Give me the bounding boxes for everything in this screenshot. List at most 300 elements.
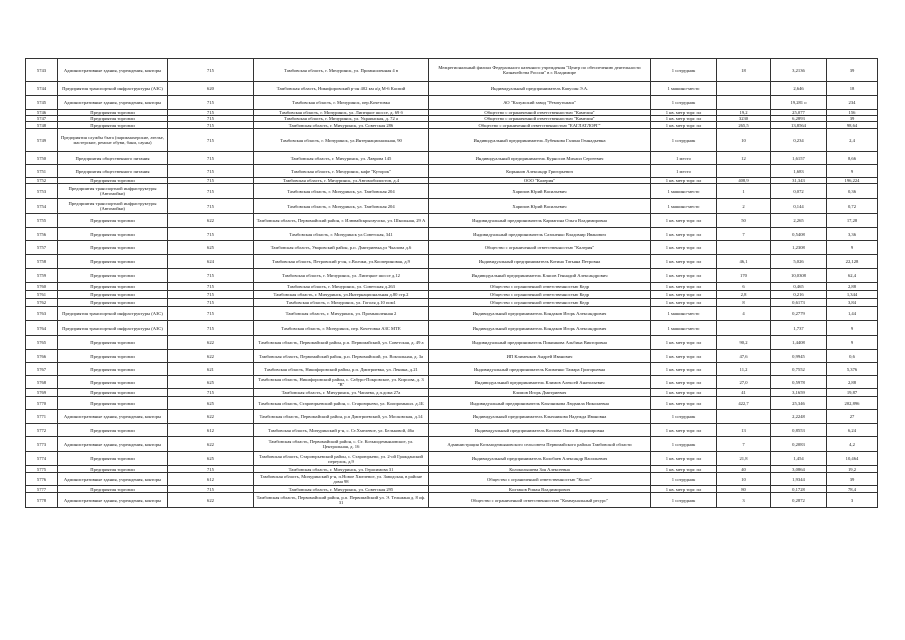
record-number-cell: 5755	[26, 214, 58, 228]
code-cell: 715	[168, 165, 254, 178]
record-number-cell: 5744	[26, 82, 58, 96]
value-b-cell: 1,44	[827, 307, 878, 321]
object-type-cell: Административные здания, учреждения, конторы	[58, 473, 168, 486]
address-cell: Тамбовская область, Петровский р-он, с.Волчки, ул.Коопериновая, д.9	[254, 255, 429, 269]
record-number-cell: 5766	[26, 350, 58, 363]
record-number-cell: 5758	[26, 255, 58, 269]
object-type-cell: Предприятия торговли	[58, 389, 168, 397]
organization-cell: Общество с ограниченной ответственностью "Калерия"	[429, 241, 651, 255]
table-row	[26, 397, 878, 410]
value-a-cell: 19,281 о	[771, 96, 827, 110]
address-cell: Тамбовская область, Первомайский район, р.п Дмитриевский, ул. Московская, д.14	[254, 410, 429, 424]
object-type-cell: Предприятия торговли	[58, 376, 168, 389]
value-a-cell: 1,737	[771, 321, 827, 336]
value-b-cell: 4,2	[827, 437, 878, 452]
organization-cell: Индивидуальный предприниматель Сазоненко Владимир Иванович	[429, 228, 651, 241]
table-row	[26, 437, 878, 452]
registry-table-body	[26, 59, 878, 508]
value-b-cell: 98,64	[827, 122, 878, 129]
value-a-cell: 0,2083	[771, 437, 827, 452]
unit-cell: 1 машино-место	[651, 82, 717, 96]
table-row	[26, 376, 878, 389]
value-a-cell: 2,2248	[771, 410, 827, 424]
unit-cell: 1 машино-место	[651, 184, 717, 199]
quantity-cell	[717, 82, 771, 96]
value-a-cell: 0,5978	[771, 376, 827, 389]
organization-cell: Колоколышева Зоя Алексеевна	[429, 466, 651, 473]
organization-cell: Индивидуальный предприниматель Котина Татьяна Петровна	[429, 255, 651, 269]
object-type-cell: Предприятия торговли	[58, 178, 168, 184]
table-row	[26, 452, 878, 466]
table-row	[26, 321, 878, 336]
table-row	[26, 473, 878, 486]
record-number-cell: 5765	[26, 336, 58, 350]
value-a-cell: 1,6157	[771, 152, 827, 165]
object-type-cell: Административные здания, учреждения, конторы	[58, 410, 168, 424]
table-row	[26, 228, 878, 241]
organization-cell: Администрация Козьмодемьяновского сельсовета Первомайского района Тамбовской области	[429, 437, 651, 452]
organization-cell: Индивидуальный предприниматель Клычникова Надежда Ивановна	[429, 410, 651, 424]
record-number-cell: 5771	[26, 410, 58, 424]
object-type-cell: Предприятия торговли	[58, 424, 168, 437]
value-a-cell: 3,0864	[771, 466, 827, 473]
value-b-cell: 18	[827, 82, 878, 96]
address-cell: Тамбовская область, Староюрьевский район, с. Староюрьево, ул. 2-ой Гражданский переулок, д.9	[254, 452, 429, 466]
code-cell: 715	[168, 283, 254, 291]
code-cell: 625	[168, 452, 254, 466]
value-a-cell: 0,6173	[771, 299, 827, 307]
unit-cell: 1 кв. метр торг. пл	[651, 269, 717, 283]
unit-cell: 1 сотрудник	[651, 59, 717, 82]
table-row	[26, 199, 878, 214]
address-cell: Тамбовская область, г. Мичуринск, ул. Советская д.263	[254, 283, 429, 291]
organization-cell: Индивидуальный предприниматель Пикинкова Альбина Викторовна	[429, 336, 651, 350]
table-row	[26, 152, 878, 165]
record-number-cell: 5757	[26, 241, 58, 255]
unit-cell: 1 кв. метр торг. пл	[651, 466, 717, 473]
object-type-cell: Предприятия транспортной инфраструктуры (АЗС)	[58, 321, 168, 336]
organization-cell: Общество с ограниченной ответственностью "Колос"	[429, 473, 651, 486]
organization-cell: Индивидуальный предприниматель Кармагина Ольга Владимировна	[429, 214, 651, 228]
code-cell: 715	[168, 486, 254, 493]
value-a-cell: 1,683	[771, 165, 827, 178]
object-type-cell: Предприятия общественного питания	[58, 152, 168, 165]
object-type-cell: Предприятия транспортной инфраструктуры (АЗС)	[58, 307, 168, 321]
record-number-cell: 5745	[26, 96, 58, 110]
code-cell: 715	[168, 116, 254, 122]
organization-cell: Межрегиональный филиал Федерального казенного учреждения "Центр по обеспечению деятельности Казначейства России" в г. Владимире	[429, 59, 651, 82]
quantity-cell: 2,8	[717, 291, 771, 299]
address-cell: Тамбовская область, Первомайский район, г. Илювайскрыгаучско, ул. Школьная, 29 А	[254, 214, 429, 228]
unit-cell: 1 кв. метр торг. пл	[651, 122, 717, 129]
table-row	[26, 96, 878, 110]
address-cell: Тамбовская область, г. Мичуринск, кафе "Куторок"	[254, 165, 429, 178]
quantity-cell	[717, 241, 771, 255]
object-type-cell: Предприятия транспортной инфраструктуры (Автомойки)	[58, 199, 168, 214]
record-number-cell: 5751	[26, 165, 58, 178]
table-row	[26, 299, 878, 307]
code-cell: 625	[168, 397, 254, 410]
quantity-cell	[717, 321, 771, 336]
organization-cell: Общество с ограниченной ответственностью Кедр	[429, 291, 651, 299]
organization-cell: Климов Игорь Дмитриевич	[429, 389, 651, 397]
address-cell: Тамбовская область, г. Мичуринск, ул.Интернациональная д.80 стр.2	[254, 291, 429, 299]
code-cell: 715	[168, 110, 254, 116]
unit-cell: 1 кв. метр торг. пл	[651, 214, 717, 228]
value-a-cell: 6,2893	[771, 116, 827, 122]
quantity-cell: 21,8	[717, 452, 771, 466]
quantity-cell: 18	[717, 59, 771, 82]
unit-cell: 1 машино-место	[651, 199, 717, 214]
value-b-cell: 6,24	[827, 424, 878, 437]
table-row	[26, 269, 878, 283]
code-cell: 715	[168, 152, 254, 165]
object-type-cell: Предприятия службы быта (парикмахерские, ателье, мастерские, ремонт обуви, бани, сауны)	[58, 129, 168, 152]
address-cell: Тамбовская область, г. Мичуринск, ул. Промышленная 4 в	[254, 59, 429, 82]
object-type-cell: Предприятия транспортной инфраструктуры (АЗС)	[58, 82, 168, 96]
organization-cell: Индивидуальный предприниматель Клычникова Людмила Николаевна	[429, 397, 651, 410]
object-type-cell: Предприятия торговли	[58, 291, 168, 299]
code-cell: 715	[168, 96, 254, 110]
record-number-cell: 5746	[26, 110, 58, 116]
unit-cell: 1 машино-место	[651, 321, 717, 336]
quantity-cell: 46,1	[717, 255, 771, 269]
unit-cell: 1 кв. метр торг. пл	[651, 299, 717, 307]
quantity-cell	[717, 165, 771, 178]
record-number-cell: 5750	[26, 152, 58, 165]
organization-cell: Общество с ограниченной ответственностью "ЕАГЛАТЛОРГ"	[429, 122, 651, 129]
value-a-cell: 0,8553	[771, 424, 827, 437]
unit-cell: 1 кв. метр торг. пл	[651, 376, 717, 389]
unit-cell: 1 кв. метр торг. пл	[651, 291, 717, 299]
quantity-cell: 422,7	[717, 397, 771, 410]
unit-cell: 1 сотрудник	[651, 129, 717, 152]
table-row	[26, 122, 878, 129]
table-row	[26, 389, 878, 397]
record-number-cell: 5764	[26, 321, 58, 336]
quantity-cell: 13	[717, 424, 771, 437]
unit-cell: 1 кв. метр торг. пл	[651, 241, 717, 255]
quantity-cell: 2	[717, 199, 771, 214]
organization-cell: Общество с ограниченной ответственностью Кедр	[429, 283, 651, 291]
organization-cell: Индивидуальный предприниматель Кондаков Игорь Александрович	[429, 321, 651, 336]
organization-cell: Индивидуальный предприниматель Капусин Э.А.	[429, 82, 651, 96]
quantity-cell: 47,6	[717, 350, 771, 363]
value-a-cell: 31,343	[771, 178, 827, 184]
table-row	[26, 129, 878, 152]
code-cell: 715	[168, 184, 254, 199]
address-cell: Тамбовская область, г. Мичуринск, ул. Лаврова 145	[254, 152, 429, 165]
record-number-cell: 5759	[26, 269, 58, 283]
organization-cell: Общество с ограниченной ответственностью "Камелия"	[429, 110, 651, 116]
unit-cell: 1 место	[651, 165, 717, 178]
organization-cell: Общество с ограниченной ответственностью Кедр	[429, 299, 651, 307]
quantity-cell: 170	[717, 269, 771, 283]
object-type-cell: Административные здания, учреждения, конторы	[58, 96, 168, 110]
record-number-cell: 5749	[26, 129, 58, 152]
object-type-cell: Предприятия торговли	[58, 486, 168, 493]
value-a-cell: 3,1659	[771, 389, 827, 397]
address-cell: Тамбовская область, г. Мичуринск, ул. Герасимова 31	[254, 466, 429, 473]
address-cell: Тамбовская область, Первомайский район, р.п. Первомайский, ул. Вокзальная, д. 3а	[254, 350, 429, 363]
code-cell: 622	[168, 336, 254, 350]
unit-cell: 1 сотрудник	[651, 96, 717, 110]
value-a-cell: 0,465	[771, 283, 827, 291]
quantity-cell: 50	[717, 214, 771, 228]
quantity-cell: 3230	[717, 116, 771, 122]
organization-cell: Харипов Юрий Васильевич	[429, 184, 651, 199]
quantity-cell: 11,2	[717, 363, 771, 376]
code-cell: 620	[168, 82, 254, 96]
record-number-cell: 5760	[26, 283, 58, 291]
quantity-cell: 408,9	[717, 178, 771, 184]
value-a-cell: 10,0308	[771, 269, 827, 283]
table-row	[26, 184, 878, 199]
value-b-cell: 22,128	[827, 255, 878, 269]
organization-cell: Общество с ограниченной ответственностью "Камелия"	[429, 116, 651, 122]
code-cell: 715	[168, 59, 254, 82]
unit-cell: 1 кв. метр торг. пл	[651, 228, 717, 241]
unit-cell: 1 кв. метр торг. пл	[651, 116, 717, 122]
object-type-cell: Предприятия торговли	[58, 363, 168, 376]
address-cell: Тамбовская область, Мичуринский р-н, с. Ст.Хмелевое, ул. Бельковой, 46а	[254, 424, 429, 437]
record-number-cell: 5775	[26, 466, 58, 473]
value-b-cell: 0,72	[827, 199, 878, 214]
value-b-cell: 2,88	[827, 376, 878, 389]
address-cell: Тамбовская область, г. Мичуринск, ул. Промышленная 2	[254, 307, 429, 321]
code-cell: 715	[168, 321, 254, 336]
unit-cell: 1 кв. метр торг. пл	[651, 424, 717, 437]
value-b-cell: 19,87	[827, 389, 878, 397]
record-number-cell: 5767	[26, 363, 58, 376]
quantity-cell: 27,0	[717, 376, 771, 389]
record-number-cell: 5776	[26, 473, 58, 486]
value-b-cell: 19,2	[827, 466, 878, 473]
object-type-cell: Предприятия торговли	[58, 466, 168, 473]
quantity-cell: 19,2	[717, 110, 771, 116]
value-b-cell: 156	[827, 110, 878, 116]
quantity-cell: 90,2	[717, 336, 771, 350]
record-number-cell: 5777	[26, 486, 58, 493]
value-b-cell: 234	[827, 96, 878, 110]
table-row	[26, 363, 878, 376]
object-type-cell: Предприятия торговли	[58, 452, 168, 466]
registry-sheet	[25, 58, 877, 508]
registry-table	[25, 58, 878, 508]
address-cell: Тамбовская область, г. Мичуринск, ул.Интернациональная, 90	[254, 129, 429, 152]
value-b-cell: 8,66	[827, 152, 878, 165]
table-row	[26, 336, 878, 350]
record-number-cell: 5748	[26, 122, 58, 129]
value-a-cell: 3,2136	[771, 59, 827, 82]
code-cell: 622	[168, 350, 254, 363]
quantity-cell: 41	[717, 389, 771, 397]
value-a-cell: 2,646	[771, 82, 827, 96]
value-b-cell: 9	[827, 241, 878, 255]
object-type-cell: Предприятия торговли	[58, 241, 168, 255]
object-type-cell: Предприятия торговли	[58, 269, 168, 283]
address-cell: Тамбовская область, Первомайский район, с. Ст. Козьмодемьяновское, ул. Центральная, д. 16	[254, 437, 429, 452]
quantity-cell: 7	[717, 437, 771, 452]
quantity-cell: 8	[717, 299, 771, 307]
address-cell: Тамбовская область, г. Мичуринск, ул. Украинская, д. 72 а	[254, 116, 429, 122]
organization-cell: ООО "Калерия"	[429, 178, 651, 184]
object-type-cell: Предприятия торговли	[58, 214, 168, 228]
address-cell: Тамбовская область, г. Мичуринск, ул. Чапаева, д.ч.дома 27а	[254, 389, 429, 397]
code-cell: 715	[168, 389, 254, 397]
table-row	[26, 59, 878, 82]
record-number-cell: 5747	[26, 116, 58, 122]
value-b-cell: 17,28	[827, 214, 878, 228]
record-number-cell: 5774	[26, 452, 58, 466]
object-type-cell: Предприятия торговли	[58, 350, 168, 363]
object-type-cell: Предприятия торговли	[58, 255, 168, 269]
table-row	[26, 283, 878, 291]
address-cell: Тамбовская область, г. Мичуринск, пер. Кочетовка АЗС МТЕ	[254, 321, 429, 336]
table-row	[26, 493, 878, 508]
value-a-cell: 0,144	[771, 199, 827, 214]
table-row	[26, 410, 878, 424]
organization-cell: Индивидуальный предприниматель Курносов Михаил Сергеевич	[429, 152, 651, 165]
unit-cell: 1 кв. метр торг. пл	[651, 397, 717, 410]
table-row	[26, 424, 878, 437]
object-type-cell: Предприятия торговли	[58, 110, 168, 116]
value-a-cell: 2,265	[771, 214, 827, 228]
code-cell: 715	[168, 228, 254, 241]
value-a-cell: 5,026	[771, 255, 827, 269]
unit-cell: 1 кв. метр торг. пл	[651, 336, 717, 350]
unit-cell: 1 кв. метр торг. пл	[651, 283, 717, 291]
record-number-cell: 5756	[26, 228, 58, 241]
address-cell: Тамбовская область, г. Мичуринск, ул. Советская 286	[254, 122, 429, 129]
record-number-cell: 5778	[26, 493, 58, 508]
code-cell: 622	[168, 410, 254, 424]
table-row	[26, 241, 878, 255]
value-b-cell: 3,84	[827, 299, 878, 307]
code-cell: 622	[168, 214, 254, 228]
value-b-cell: 27	[827, 410, 878, 424]
value-b-cell: 39	[827, 59, 878, 82]
value-a-cell: 0,2872	[771, 493, 827, 508]
code-cell: 715	[168, 307, 254, 321]
code-cell: 625	[168, 241, 254, 255]
value-b-cell: 3,36	[827, 228, 878, 241]
unit-cell: 1 сотрудник	[651, 437, 717, 452]
code-cell: 715	[168, 291, 254, 299]
code-cell: 715	[168, 299, 254, 307]
value-b-cell: 5,376	[827, 363, 878, 376]
value-b-cell: 0,6	[827, 350, 878, 363]
unit-cell: 1 машино-место	[651, 307, 717, 321]
object-type-cell: Предприятия торговли	[58, 397, 168, 410]
organization-cell: Колтаков Роман Владимирович	[429, 486, 651, 493]
quantity-cell: 10	[717, 473, 771, 486]
quantity-cell: 6	[717, 283, 771, 291]
object-type-cell: Предприятия торговли	[58, 228, 168, 241]
code-cell: 715	[168, 466, 254, 473]
value-b-cell: 2,4	[827, 129, 878, 152]
code-cell: 715	[168, 122, 254, 129]
record-number-cell: 5743	[26, 59, 58, 82]
value-a-cell: 0,2779	[771, 307, 827, 321]
address-cell: Тамбовская область, г. Мичуринск ул.Советская, 341	[254, 228, 429, 241]
object-type-cell: Административные здания, учреждения, конторы	[58, 437, 168, 452]
value-a-cell: 0,5408	[771, 228, 827, 241]
unit-cell: 1 сотрудник	[651, 473, 717, 486]
address-cell: Тамбовская область, г. Мичуринск, ул. Тамбовская 204	[254, 184, 429, 199]
code-cell: 622	[168, 437, 254, 452]
unit-cell: 1 кв. метр торг. пл	[651, 452, 717, 466]
organization-cell: АО "Калужский завод "Ремпутьмаш"	[429, 96, 651, 110]
address-cell: Тамбовская область, г. Мичуринск, пер.Кочетовка	[254, 96, 429, 110]
record-number-cell: 5770	[26, 397, 58, 410]
quantity-cell: 12	[717, 152, 771, 165]
quantity-cell: 4	[717, 307, 771, 321]
value-b-cell: 10,464	[827, 452, 878, 466]
record-number-cell: 5754	[26, 199, 58, 214]
value-a-cell: 25,346	[771, 397, 827, 410]
value-a-cell: 25,077	[771, 110, 827, 116]
value-a-cell: 1,2308	[771, 241, 827, 255]
value-a-cell: 0,234	[771, 129, 827, 152]
address-cell: Тамбовская область, Первомайский район, р.п. Первомайский, ул. Советская, д. 49 а	[254, 336, 429, 350]
record-number-cell: 5761	[26, 291, 58, 299]
object-type-cell: Предприятия торговли	[58, 299, 168, 307]
quantity-cell	[717, 410, 771, 424]
organization-cell: Индивидуальный предприниматель Колобаев Александр Васильевич	[429, 452, 651, 466]
value-a-cell: 1,4408	[771, 336, 827, 350]
quantity-cell: 10	[717, 129, 771, 152]
code-cell: 624	[168, 255, 254, 269]
table-row	[26, 214, 878, 228]
organization-cell: Индивидуальный предприниматель Лубенкова Галина Геннадьевна	[429, 129, 651, 152]
value-a-cell: 1,454	[771, 452, 827, 466]
object-type-cell: Предприятия торговли	[58, 336, 168, 350]
record-number-cell: 5772	[26, 424, 58, 437]
address-cell: Тамбовская область, Староюрьевский район, с. Староюрьево, ул. Коопромышл. д.1Б	[254, 397, 429, 410]
organization-cell: Кирьянов Александр Григорьевич	[429, 165, 651, 178]
value-b-cell: 39	[827, 473, 878, 486]
record-number-cell: 5752	[26, 178, 58, 184]
organization-cell: Индивидуальный предприниматель Кондаков Игорь Александрович	[429, 307, 651, 321]
quantity-cell: 80	[717, 486, 771, 493]
organization-cell: ИП Клименков Андрей Иванович	[429, 350, 651, 363]
code-cell: 715	[168, 199, 254, 214]
value-a-cell: 0,216	[771, 291, 827, 299]
address-cell: Тамбовская область, Никифоровский р-он 402 км а/д М-6 Каспий	[254, 82, 429, 96]
unit-cell: 1 сотрудник	[651, 410, 717, 424]
unit-cell: 1 кв. метр торг. пл	[651, 389, 717, 397]
value-a-cell: 0,9945	[771, 350, 827, 363]
quantity-cell: 3	[717, 493, 771, 508]
table-row	[26, 165, 878, 178]
address-cell: Тамбовская область, Никифоровский район, с. Сабуро-Покровское, ул. Кирсова, д. 3 "В"	[254, 376, 429, 389]
value-b-cell: 9	[827, 321, 878, 336]
object-type-cell: Административные здания, учреждения, конторы	[58, 59, 168, 82]
table-row	[26, 466, 878, 473]
value-b-cell: 196,224	[827, 178, 878, 184]
value-a-cell: 0,7552	[771, 363, 827, 376]
address-cell: Тамбовская область, г. Мичуринск, ул. Советская 295	[254, 486, 429, 493]
code-cell: 622	[168, 493, 254, 508]
object-type-cell: Предприятия общественного питания	[58, 165, 168, 178]
table-row	[26, 350, 878, 363]
record-number-cell: 5773	[26, 437, 58, 452]
unit-cell: 1 кв. метр торг. пл	[651, 350, 717, 363]
value-b-cell: 2,88	[827, 283, 878, 291]
quantity-cell: 265,5	[717, 122, 771, 129]
table-row	[26, 82, 878, 96]
